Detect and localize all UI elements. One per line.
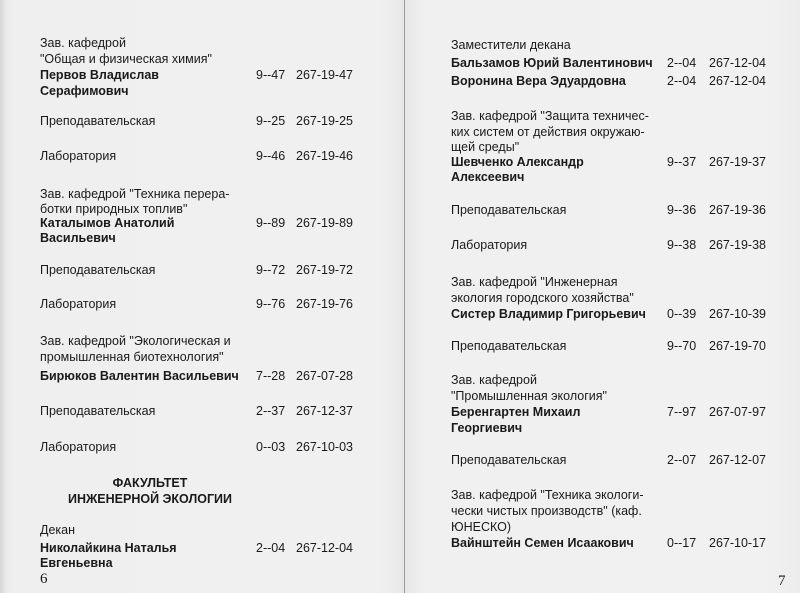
phone-number: 267-12-04	[709, 56, 766, 70]
extension: 9--47	[256, 68, 286, 82]
page-number: 7	[778, 573, 786, 589]
phone-number: 267-10-39	[709, 307, 766, 321]
person-name-cont: Алексеевич	[451, 170, 525, 184]
room-label: Преподавательская	[451, 339, 567, 353]
department-name: "Промышленная экология"	[451, 389, 607, 403]
phone-number: 267-19-89	[296, 216, 353, 230]
dean-name-cont: Евгеньевна	[40, 556, 113, 570]
phone-number: 267-19-46	[296, 149, 353, 163]
person-name: Вайнштейн Семен Исаакович	[451, 536, 634, 550]
extension: 9--25	[256, 114, 286, 128]
person-name: Воронина Вера Эдуардовна	[451, 74, 626, 88]
department-head-title: Зав. кафедрой "Защита техничес-	[451, 109, 649, 123]
department-name-cont: ЮНЕСКО)	[451, 520, 512, 534]
phone-number: 267-12-04	[709, 74, 766, 88]
phone-number: 267-10-03	[296, 440, 353, 454]
department-name-cont: щей среды"	[451, 140, 520, 154]
room-label: Преподавательская	[40, 404, 156, 418]
person-name: Бирюков Валентин Васильевич	[40, 369, 239, 383]
extension: 2--37	[256, 404, 286, 418]
extension: 2--07	[667, 453, 697, 467]
extension: 9--46	[256, 149, 286, 163]
phone-number: 267-12-37	[296, 404, 353, 418]
department-name: ких систем от действия окружаю-	[451, 125, 645, 139]
extension: 0--39	[667, 307, 697, 321]
phone-number: 267-19-70	[709, 339, 766, 353]
department-name: экология городского хозяйства"	[451, 291, 634, 305]
phone-number: 267-07-28	[296, 369, 353, 383]
extension: 9--89	[256, 216, 286, 230]
room-label: Лаборатория	[451, 238, 528, 252]
room-label: Преподавательская	[451, 453, 567, 467]
room-label: Лаборатория	[40, 297, 117, 311]
department-head-title: Зав. кафедрой	[451, 373, 537, 387]
phone-number: 267-19-25	[296, 114, 353, 128]
phone-number: 267-12-07	[709, 453, 766, 467]
person-name-cont: Васильевич	[40, 231, 116, 245]
person-name: Бальзамов Юрий Валентинович	[451, 56, 653, 70]
extension: 9--36	[667, 203, 697, 217]
deputies-title: Заместители декана	[451, 38, 571, 52]
person-name: Шевченко Александр	[451, 155, 584, 169]
department-head-title: Зав. кафедрой	[40, 36, 126, 50]
phone-number: 267-19-37	[709, 155, 766, 169]
dean-name: Николайкина Наталья	[40, 541, 177, 555]
extension: 9--76	[256, 297, 286, 311]
faculty-heading-line1: ФАКУЛЬТЕТ	[112, 476, 188, 490]
department-head-title: Зав. кафедрой "Техника перера-	[40, 187, 230, 201]
extension: 9--72	[256, 263, 286, 277]
room-label: Преподавательская	[451, 203, 567, 217]
page-number: 6	[40, 571, 48, 587]
phone-number: 267-12-04	[296, 541, 353, 555]
phone-number: 267-19-76	[296, 297, 353, 311]
phone-number: 267-19-47	[296, 68, 353, 82]
right-page	[405, 0, 800, 593]
extension: 7--97	[667, 405, 697, 419]
phone-number: 267-07-97	[709, 405, 766, 419]
extension: 0--03	[256, 440, 286, 454]
extension: 2--04	[667, 56, 697, 70]
faculty-heading-line2: ИНЖЕНЕРНОЙ ЭКОЛОГИИ	[67, 492, 233, 506]
extension: 9--37	[667, 155, 697, 169]
person-name: Каталымов Анатолий	[40, 216, 175, 230]
department-name: промышленная биотехнология"	[40, 350, 224, 364]
extension: 0--17	[667, 536, 697, 550]
phone-number: 267-19-36	[709, 203, 766, 217]
department-head-title: Зав. кафедрой "Экологическая и	[40, 334, 231, 348]
room-label: Преподавательская	[40, 114, 156, 128]
extension: 2--04	[667, 74, 697, 88]
room-label: Преподавательская	[40, 263, 156, 277]
person-name: Первов Владислав	[40, 68, 159, 82]
room-label: Лаборатория	[40, 440, 117, 454]
phone-number: 267-19-72	[296, 263, 353, 277]
person-name-cont: Георгиевич	[451, 421, 523, 435]
department-name: чески чистых производств" (каф.	[451, 504, 642, 518]
phone-number: 267-10-17	[709, 536, 766, 550]
person-name: Беренгартен Михаил	[451, 405, 581, 419]
extension: 7--28	[256, 369, 286, 383]
department-name: ботки природных топлив"	[40, 202, 188, 216]
department-name: "Общая и физическая химия"	[40, 52, 212, 66]
person-name: Систер Владимир Григорьевич	[451, 307, 646, 321]
department-head-title: Зав. кафедрой "Техника экологи-	[451, 488, 644, 502]
extension: 9--70	[667, 339, 697, 353]
extension: 2--04	[256, 541, 286, 555]
phone-number: 267-19-38	[709, 238, 766, 252]
dean-title: Декан	[40, 523, 76, 537]
department-head-title: Зав. кафедрой "Инженерная	[451, 275, 618, 289]
extension: 9--38	[667, 238, 697, 252]
room-label: Лаборатория	[40, 149, 117, 163]
person-name-cont: Серафимович	[40, 84, 129, 98]
